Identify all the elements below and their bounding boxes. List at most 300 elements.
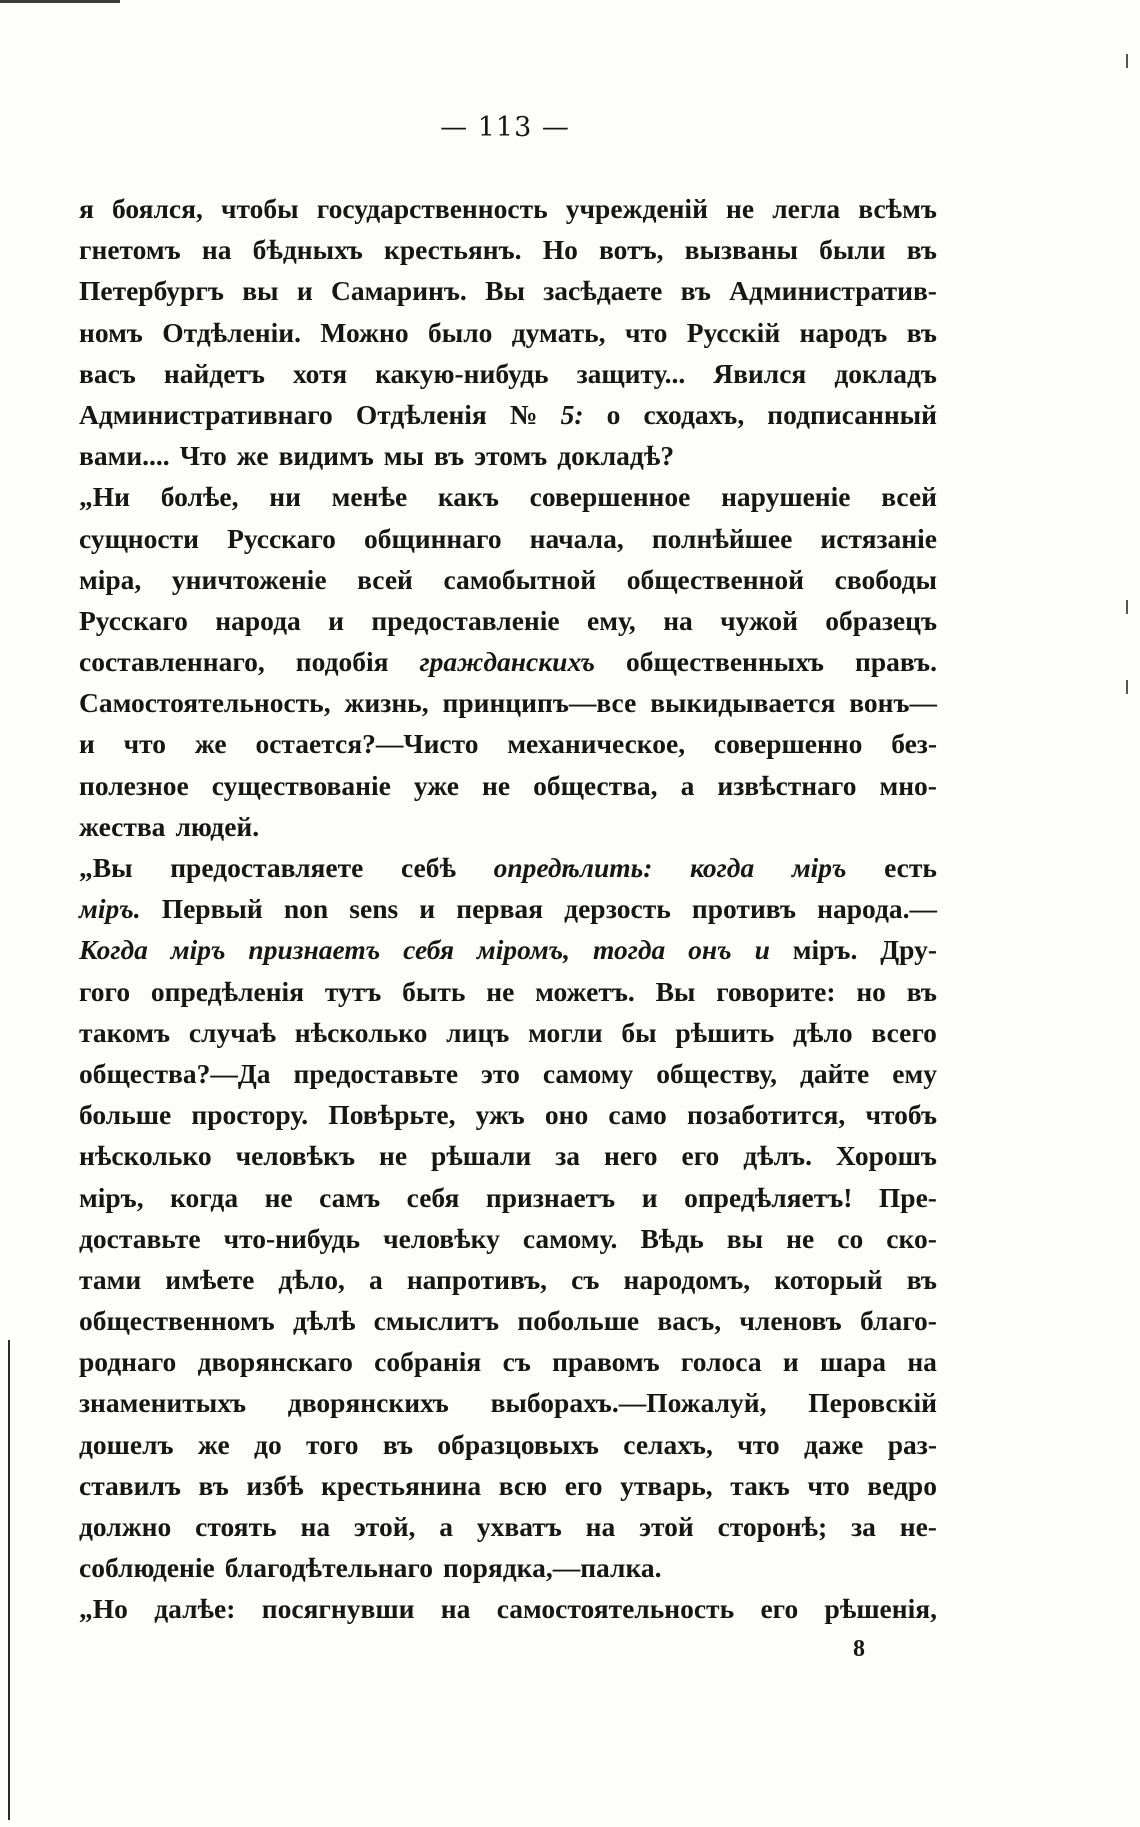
word: гнетомъ [79,234,181,266]
word: благо- [859,1305,937,1337]
word: мы [383,440,424,472]
word: селахъ, [623,1428,713,1460]
text-line [79,600,937,641]
word: Явился [713,357,807,389]
word: не [726,193,755,224]
word: вонъ— [849,687,937,719]
word: Первый [161,893,263,925]
text-line [79,1588,937,1629]
word: благодѣтельнаго [224,1552,433,1584]
word: я [79,193,94,224]
word: уничтоженіе [171,563,327,595]
text-line [79,765,937,806]
word: менѣе [331,481,408,513]
word: міромъ, [476,934,571,966]
word: на [663,604,693,636]
word: имѣете [165,1263,255,1295]
word: роднаго [79,1346,177,1378]
word: вами.... [79,440,170,472]
word: какую-нибудь [375,357,549,389]
word: оно [544,1099,589,1131]
word: общества?—Да [79,1057,271,1089]
word: Когда [79,934,148,966]
word: предоставьте [293,1057,459,1089]
text-line [79,723,937,764]
word: же [197,1428,230,1460]
word: самъ [319,1181,381,1213]
word: соблюденіе [79,1552,215,1584]
word: и [79,728,95,760]
word: самостоятельность [496,1593,735,1625]
word: дворянскихъ [287,1387,449,1419]
word: дѣло [793,1016,853,1048]
word: въ [906,975,937,1007]
word: № [509,398,538,430]
word: всю [498,1469,548,1501]
word: не [264,1181,293,1213]
word: что-нибудь [223,1222,361,1254]
word: Самаринъ. [331,275,467,307]
word: человѣкъ [235,1140,356,1172]
word: самому. [522,1222,618,1254]
word: жизнь, [344,687,429,719]
word: составленнаго, [79,646,265,678]
word: на [440,1593,471,1625]
word: порядка,—палка. [442,1552,662,1584]
word: и [296,275,313,307]
word: и [754,934,770,966]
word: побольше [517,1305,640,1337]
word: а [368,1263,383,1295]
text-line [79,270,937,311]
word: должно [79,1511,172,1542]
word: non [283,893,329,925]
word: народа.— [817,893,937,925]
word: совершенное [529,481,691,513]
word: на [585,1511,616,1542]
word: этой, [353,1511,416,1542]
word: общественныхъ [626,646,824,678]
scan-margin-mark [1126,600,1128,614]
word: предоставляете [170,852,364,883]
word: со [837,1222,864,1254]
body-text [79,188,937,1630]
scan-edge-line [8,1340,10,1820]
word: не [486,975,515,1007]
text-line [79,929,937,970]
page-number: — 113 — [440,112,570,143]
word: народомъ, [623,1263,751,1295]
word: членовъ [739,1305,842,1337]
word: міръ. [79,893,141,925]
word: народа [215,604,301,636]
word: тогда [592,934,666,966]
word: совершенно [713,728,863,760]
word: Но [542,234,578,266]
word: дѣло, [278,1263,345,1295]
word: въ [906,234,937,266]
word: всей [881,481,937,513]
word: Административнаго [79,398,333,430]
text-line [79,1341,937,1382]
text-line [79,1382,937,1423]
word: легла [772,193,841,224]
word: вы [242,275,279,307]
word: въ [906,1263,937,1295]
word: него [603,1140,658,1172]
word: дошелъ [79,1428,174,1460]
word: образецъ [825,604,937,636]
word: видимъ [278,440,374,472]
word: міръ [791,852,847,883]
word: истязаніе [820,522,937,554]
word: Русскаго [227,522,336,554]
word: общественной [626,563,805,595]
word: свободы [834,563,937,595]
word: собранія [374,1346,482,1378]
word: говорите: [716,975,836,1007]
word: Русскій [686,316,781,348]
word: жества [79,810,166,842]
word: Вѣдь [640,1222,704,1254]
word: себя [403,934,455,966]
word: раз- [887,1428,937,1460]
word: стоять [195,1511,277,1542]
word: чужой [720,604,798,636]
word: правъ. [854,646,937,678]
word: въ [382,1428,414,1460]
word: который [774,1263,883,1295]
word: бы [621,1016,657,1048]
word: его [564,1469,603,1501]
word: посягнувши [261,1593,415,1625]
text-line [79,1506,937,1547]
word: подобія [295,646,389,678]
word: что [737,1428,780,1460]
word: простору. [191,1099,309,1131]
word: сторонѣ; [717,1511,828,1542]
word: опредѣлить: [493,852,653,883]
word: обществу, [656,1057,777,1089]
word: Вы [485,275,525,307]
word: дайте [800,1057,870,1089]
word: вы [726,1222,764,1254]
text-line [79,971,937,1012]
word: и [328,604,344,636]
word: крестьянина [321,1469,482,1501]
word: Административ- [729,275,937,307]
word: и [419,893,436,925]
word: предоставленіе [371,604,560,636]
text-line [79,353,937,394]
word: без- [891,728,937,760]
text-line [79,1012,937,1053]
word: правомъ [552,1346,660,1378]
scan-edge-mark [0,0,120,3]
text-line [79,888,937,929]
word: Самостоятельность, [79,687,331,719]
word: шара [820,1346,887,1378]
word: выкидывается [650,687,836,719]
text-line [79,1259,937,1300]
word: смыслитъ [373,1305,500,1337]
text-line [79,312,937,353]
word: такъ [730,1469,790,1501]
word: Вы [655,975,696,1007]
word: міръ. [792,934,858,966]
word: въ [906,316,937,348]
word: ведро [867,1469,937,1501]
word: не [482,769,511,801]
word: это [481,1057,520,1089]
word: ставилъ [79,1469,181,1501]
word: засѣдаете [543,275,663,307]
word: есть [884,852,937,883]
word: и [782,1346,799,1378]
text-line [79,1300,937,1341]
word: чтобы [221,193,299,224]
text-line [79,188,937,229]
word: самому [542,1057,634,1089]
text-line [79,394,937,435]
word: ни [269,481,301,513]
word: васъ, [657,1305,722,1337]
word: само [608,1099,667,1131]
word: рѣшить [675,1016,775,1048]
text-line [79,1053,937,1094]
word: докладъ [834,357,937,389]
word: васъ [79,357,136,389]
word: могли [528,1016,603,1048]
word: что [123,728,167,760]
word: защиту... [576,357,686,389]
word: всей [357,563,413,595]
word: бѣдныхъ [252,234,363,266]
word: дворянскаго [197,1346,353,1378]
word: „Но [79,1593,128,1625]
word: остается?—Чисто [255,728,479,760]
word: рѣшенія, [824,1593,937,1625]
word: народъ [799,316,888,348]
word: Русскаго [79,604,188,636]
word: какъ [437,481,499,513]
word: такомъ [79,1016,171,1048]
word: міръ, [79,1181,144,1213]
word: рѣшали [430,1140,532,1172]
word: въ [198,1469,229,1501]
word: чтобъ [865,1099,937,1131]
word: всего [871,1016,937,1048]
word: міра, [79,563,142,595]
word: а [680,769,695,801]
word: уже [413,769,460,801]
word: sens [349,893,399,925]
word: опредѣленія [150,975,305,1007]
word: докладѣ? [557,440,675,472]
word: на [300,1511,331,1542]
text-line [79,1547,937,1588]
word: его [760,1593,799,1625]
word: же [194,728,227,760]
word: боялся, [112,193,203,224]
word: общиннаго [364,522,502,554]
word: что [624,316,668,348]
word: нѣсколько [294,1016,428,1048]
word: лицъ [446,1016,510,1048]
text-line [79,1424,937,1465]
word: дѣлъ. [743,1140,812,1172]
word: позаботится, [686,1099,846,1131]
word: Можно [320,316,409,348]
word: Пре- [878,1181,937,1213]
word: опредѣляетъ! [684,1181,853,1213]
word: на [201,234,232,266]
word: человѣку [383,1222,500,1254]
word: что [807,1469,850,1501]
word: государственность [316,193,548,224]
word: дерзость [564,893,671,925]
word: о [606,398,621,430]
word: когда [690,852,755,883]
word: хотя [292,357,348,389]
word: съ [571,1263,600,1295]
word: за [851,1511,876,1542]
word: Дру- [880,934,937,966]
word: въ [433,440,465,472]
word: крестьянъ. [383,234,522,266]
text-line [79,435,937,476]
word: этой [639,1511,694,1542]
word: первая [456,893,544,925]
text-line [79,1094,937,1135]
word: „Вы [79,852,133,883]
word: Отдѣленія [355,398,487,430]
word: всѣмъ [858,193,937,224]
word: Перовскій [808,1387,937,1419]
text-line [79,1135,937,1176]
word: образцовыхъ [437,1428,599,1460]
word: вотъ, [599,234,664,266]
word: полезное [79,769,189,801]
word: тами [79,1263,142,1295]
word: случаѣ [188,1016,276,1048]
word: себѣ [400,852,456,883]
text-line [79,518,937,559]
scan-margin-mark [1126,680,1128,694]
word: онъ [688,934,732,966]
word: признаетъ [248,934,381,966]
word: на [907,1346,937,1378]
word: общества, [533,769,658,801]
word: общественномъ [79,1305,275,1337]
word: его [681,1140,720,1172]
word: не- [899,1511,937,1542]
word: „Ни [79,481,130,513]
word: Что [179,440,227,472]
word: избѣ [246,1469,304,1501]
text-line [79,1177,937,1218]
text-line [79,559,937,600]
word: себя [406,1181,460,1213]
word: быть [402,975,466,1007]
word: признаетъ [485,1181,616,1213]
word: и [641,1181,658,1213]
word: ухватъ [476,1511,562,1542]
word: больше [79,1099,172,1131]
word: же [236,440,269,472]
word: найдетъ [163,357,265,389]
word: дѣлѣ [293,1305,356,1337]
word: знаменитыхъ [79,1387,246,1419]
word: тутъ [324,975,382,1007]
word: міръ [170,934,226,966]
word: гражданскихъ [419,646,596,678]
word: ему, [587,604,636,636]
word: механическое, [507,728,686,760]
word: нарушеніе [721,481,851,513]
word: вызваны [684,234,798,266]
text-line [79,476,937,517]
text-line [79,847,937,888]
text-line [79,1465,937,1506]
word: выборахъ.—Пожалуй, [490,1387,767,1419]
word: ужъ [475,1099,525,1131]
word: того [306,1428,359,1460]
word: когда [170,1181,239,1213]
signature-mark: 8 [853,1636,865,1662]
word: можетъ. [535,975,635,1007]
word: Петербургъ [79,275,224,307]
word: напротивъ, [406,1263,548,1295]
word: за [555,1140,580,1172]
word: ско- [886,1222,937,1254]
word: подписанный [767,398,937,430]
word: ему [892,1057,937,1089]
text-line [79,641,937,682]
word: учрежденій [565,193,708,224]
word: Отдѣленіи. [162,316,302,348]
word: существованіе [211,769,391,801]
word: противъ [691,893,796,925]
word: въ [680,275,711,307]
word: до [254,1428,282,1460]
word: Повѣрьте, [328,1099,456,1131]
word: голоса [680,1346,762,1378]
text-line [79,229,937,270]
word: было [427,316,493,348]
word: но [856,975,886,1007]
word: 5: [560,398,584,430]
word: извѣстнаго [717,769,857,801]
word: болѣе, [160,481,239,513]
word: Хорошъ [835,1140,937,1172]
word: нѣсколько [79,1140,212,1172]
word: сущности [79,522,199,554]
word: были [819,234,886,266]
word: даже [803,1428,864,1460]
word: не [786,1222,815,1254]
word: а [439,1511,454,1542]
word: гого [79,975,131,1007]
word: утварь, [620,1469,713,1501]
word: номъ [79,316,143,348]
word: доставьте [79,1222,201,1254]
word: этомъ [474,440,548,472]
word: сходахъ, [643,398,745,430]
word: полнѣйшее [651,522,793,554]
word: принципъ—все [442,687,637,719]
word: самобытной [443,563,597,595]
